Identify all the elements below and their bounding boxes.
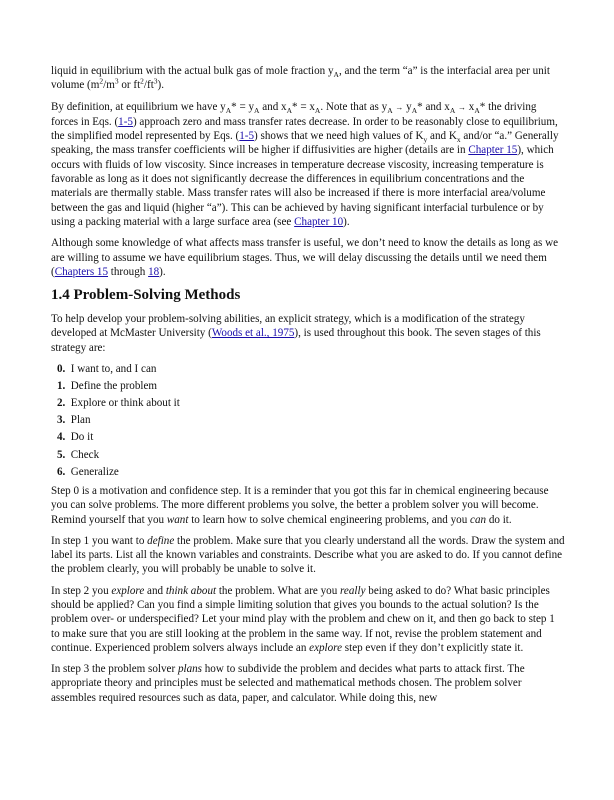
- link-chapter-10[interactable]: Chapter 10: [294, 215, 344, 228]
- link-chapter-18[interactable]: 18: [148, 265, 160, 278]
- list-item: 3. Plan: [57, 414, 91, 427]
- right-arrow-icon: →: [395, 102, 404, 112]
- paragraph-step-3: In step 3 the problem solver plans how to subdivide the problem and decides what parts to attack first. The appropriate theory and principles must be selected and mathematical methods chosen. The problem solver assembles required resources such as data, paper, and calculator. While doing this, new: [51, 663, 525, 704]
- section-heading: 1.4 Problem-Solving Methods: [51, 287, 241, 304]
- link-eq-1-5[interactable]: 1-5: [239, 130, 255, 143]
- link-chapters-15[interactable]: Chapters 15: [54, 265, 109, 278]
- paragraph-step-0: Step 0 is a motivation and confidence step. It is a reminder that you got this far in chemical engineering because you can solve problems. The more different problems you solve, the better a problem solver you will become. Remind yourself that you want to learn how to solve chemical engineering problems, and you can do it.: [51, 484, 549, 526]
- link-eq-1-5[interactable]: 1-5: [118, 115, 133, 128]
- link-chapter-15[interactable]: Chapter 15: [468, 144, 518, 157]
- paragraph-mass-transfer-details: Although some knowledge of what affects mass transfer is useful, we don’t need to know the details as long as we are willing to assume we have equilibrium stages. Thus, we will delay discussing the details until we need them (Chapters 15 through 18).: [51, 237, 559, 278]
- list-item: 2. Explore or think about it: [57, 397, 180, 410]
- list-item: 4. Do it: [57, 431, 94, 444]
- list-item: 0. I want to, and I can: [57, 363, 157, 376]
- paragraph-step-2: In step 2 you explore and think about the problem. What are you really being asked to do? What basic principles should be applied? Can you find a simple limiting solution that gives you bounds to the actual solution? Is the problem over- or underspecified? Let your mind play with the problem and chew on it, and then go back to step 1 to make sure that you are still looking at the problem in the same way. If not, revise the problem statement and continue. Experienced problem solvers always include an explore step even if they don’t explicitly state it.: [51, 584, 555, 654]
- link-woods-citation[interactable]: Woods et al., 1975: [211, 327, 295, 340]
- list-item: 1. Define the problem: [57, 380, 158, 393]
- paragraph-continuation: liquid in equilibrium with the actual bulk gas of mole fraction $y_A$, and the term “a” is the interfacial area per unit volume ($m^2/m^3$ or $ft^2/ft^3$).: [51, 65, 550, 92]
- strategy-steps-list: [51, 362, 566, 479]
- paragraph-equilibrium-definition: By definition, at equilibrium we have $y_A* = y_A$ and $x_A* = x_A$. Note that as $y_A \to y_A*$ and $x_A \to x_A*$ the driving forces in Eqs. (1-5) approach zero and mass transfer rates decrease. In order to be reasonably close to equilibrium, the simplified model represented by Eqs. (1-5) shows that we need high values of $K_y$ and $K_x$ and/or “a.” Generally speaking, the mass transfer coefficients will be higher if diffusivities are higher (details are in Chapter 15), which occurs with fluids of low viscosity. Since increases in temperature decrease viscosity, increasing temperature is favorable as long as it does not significantly decrease the differences in equilibrium concentrations and the materials are thermally stable. Mass transfer rates will also be increased if there is more interfacial area/volume between the gas and liquid (higher “a”). This can be achieved by having significant interfacial turbulence or by using a packing material with a large surface area (see Chapter 10).: [51, 100, 559, 228]
- paragraph-strategy-intro: To help develop your problem-solving abilities, an explicit strategy, which is a modification of the strategy developed at McMaster University (Woods et al., 1975), is used throughout this book. The seven stages of this strategy are:: [51, 313, 541, 354]
- list-item: 6. Generalize: [57, 465, 119, 478]
- paragraph-step-1: In step 1 you want to define the problem. Make sure that you clearly understand all the words. Draw the system and label its parts. List all the known variables and constraints. Describe what you are asked to do. If you cannot define the problem clearly, you will probably be unable to solve it.: [51, 534, 565, 576]
- right-arrow-icon: →: [458, 102, 467, 112]
- list-item: 5. Check: [57, 448, 100, 461]
